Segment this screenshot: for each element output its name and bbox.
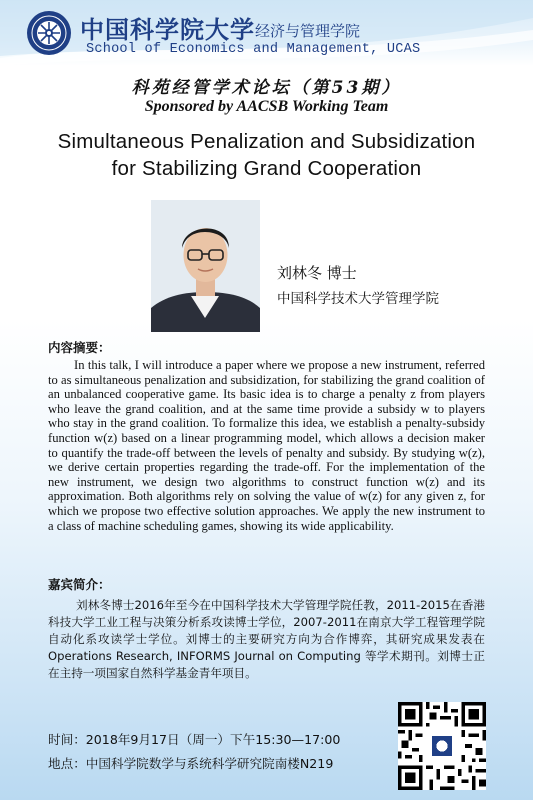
- qr-code-icon: [398, 702, 486, 790]
- school-name-en: School of Economics and Management, UCAS: [86, 42, 421, 57]
- abstract-label: 内容摘要：: [48, 340, 111, 355]
- event-time: 时间：2018年9月17日（周一）下午15:30—17:00: [48, 732, 341, 747]
- forum-title: 科苑经管学术论坛（第53期）: [131, 78, 402, 98]
- speaker-name: 刘林冬 博士: [277, 264, 357, 282]
- abstract-text: In this talk, I will introduce a paper where we propose a new instrument, referred to as simultaneous penalization and subsidization, for stabilizing the grand coalition of an unbalanced cooperative game. Its basic idea is to charge a penalty z from players who leave the grand coalition, and at the same time provide a subsidy w to players who stay in the grand coalition. To formalize this idea, we establish a penalty-subsidy function w(z) based on a linear programming model, which allows a decision maker to quantify the trade-off between the levels of penalty and subsidy. By studying w(z), we derive certain properties regarding the trade-off. For the implementation of the new instrument, we design two algorithms to construct function w(z) and its approximation. Both algorithms rely on solving the value of w(z) for any given z, for which we propose two effective solution approaches. We apply the new instrument to a class of machine scheduling games, showing its wide applicability.: [48, 358, 485, 533]
- bio-label: 嘉宾简介：: [48, 577, 111, 592]
- talk-title-line-1: Simultaneous Penalization and Subsidization: [57, 130, 476, 153]
- school-unit-cn: 经济与管理学院: [255, 22, 361, 40]
- talk-title: [0, 128, 533, 182]
- school-name-cn: 中国科学院大学: [80, 15, 255, 44]
- ucas-emblem-icon: [26, 10, 72, 56]
- sponsor-line: Sponsored by AACSB Working Team: [144, 98, 389, 115]
- speaker-affiliation: 中国科学技术大学管理学院: [277, 291, 439, 307]
- event-location: 地点：中国科学院数学与系统科学研究院南楼N219: [48, 756, 334, 771]
- bio-text: 刘林冬博士2016年至今在中国科学技术大学管理学院任教，2011-2015在香港科技大学工业工程与决策分析系攻读博士学位，2007-2011在南京大学工程管理学院自动化系攻读学士学位。刘博士的主要研究方向为合作博弈，其研究成果发表在 Operations Research, INFORMS Journal on Computing 等学术期刊。刘博士正在主持一项国家自然科学基金青年项目。: [48, 598, 485, 680]
- speaker-portrait: [151, 200, 260, 332]
- talk-title-line-2: for Stabilizing Grand Cooperation: [111, 157, 422, 180]
